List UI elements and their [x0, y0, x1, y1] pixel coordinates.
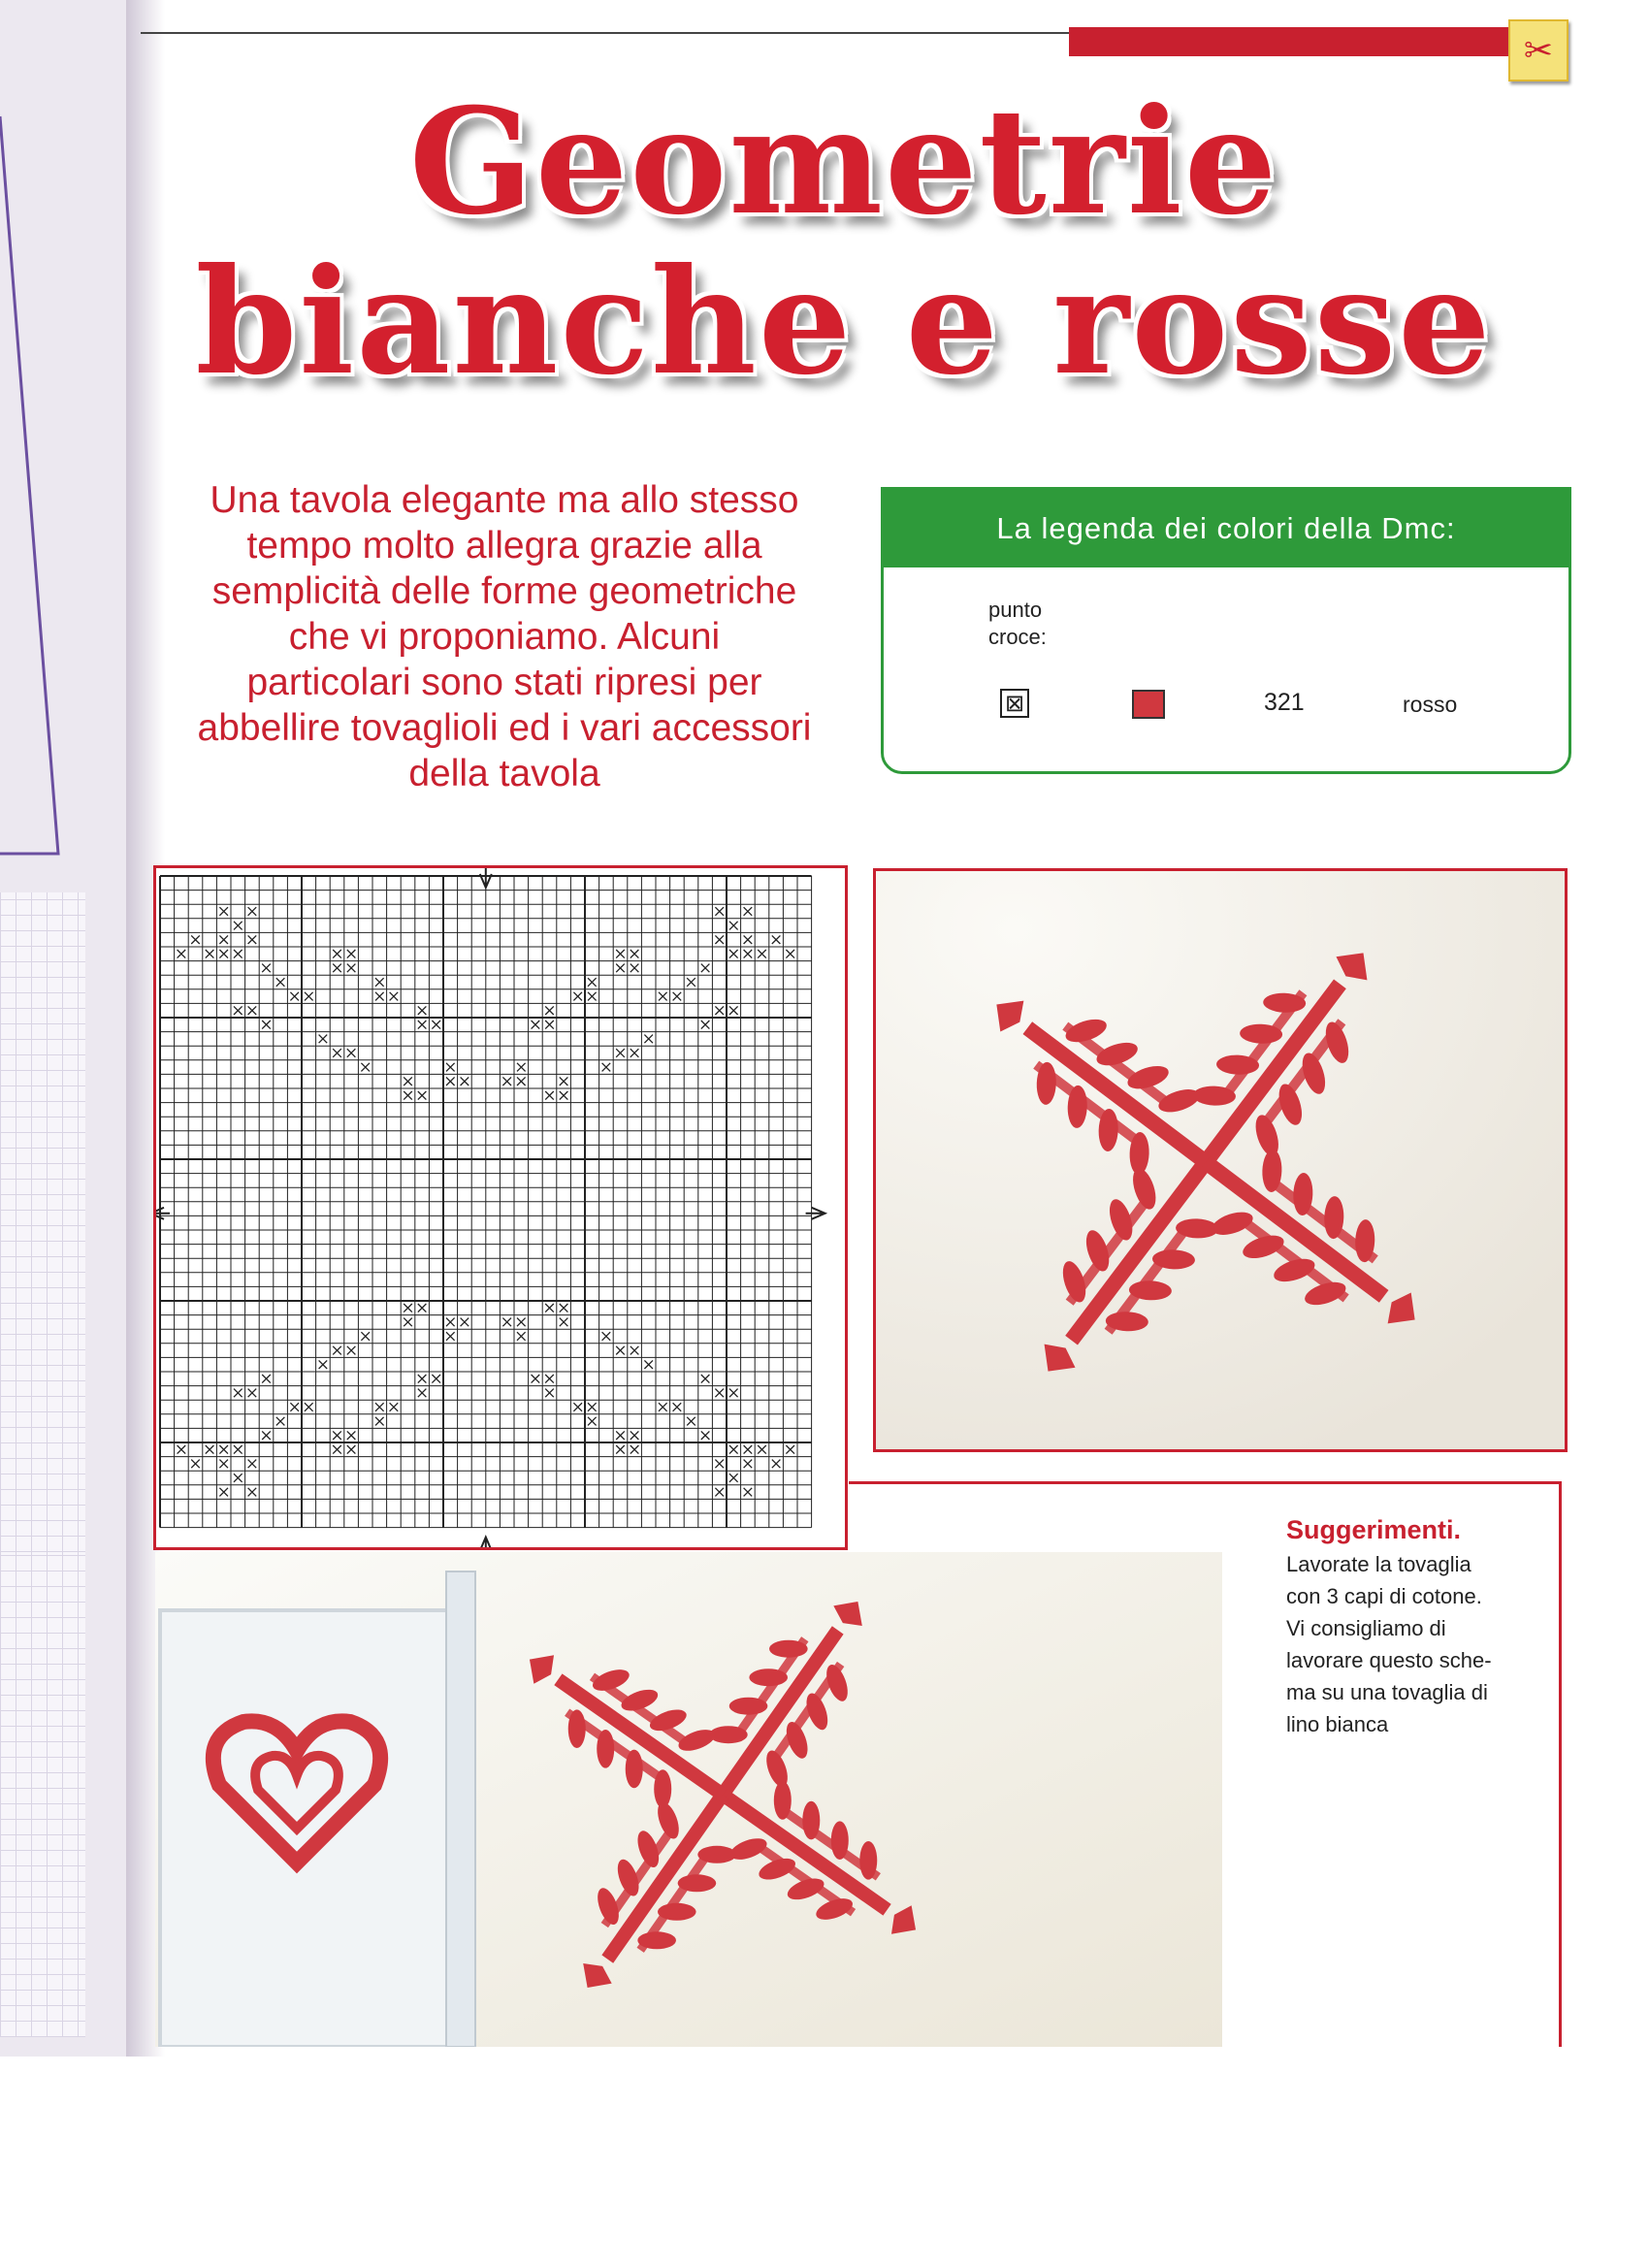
chart-grid — [156, 868, 845, 1547]
legend-color-swatch — [1132, 690, 1165, 719]
previous-page-grid — [0, 892, 85, 1552]
cross-stitch-chart — [153, 865, 848, 1550]
previous-page-grid — [0, 1552, 85, 2037]
needle-thread-icon: ✂ — [1508, 19, 1568, 81]
arrow-icon — [806, 1208, 825, 1219]
legend-stitch-label — [988, 597, 1095, 651]
title-line-2: bianche e rosse — [195, 237, 1493, 407]
legend-stitch-label-line: punto — [988, 598, 1043, 622]
legend-dmc-code: 321 — [1264, 689, 1305, 716]
intro-line: abbellire tovaglioli ed i vari accessori — [197, 707, 812, 749]
tips-body — [1286, 1548, 1548, 1740]
intro-line: che vi proponiamo. Alcuni — [288, 616, 721, 658]
page-title — [194, 77, 1494, 407]
photo-motif-illustration — [876, 871, 1568, 1452]
intro-line: tempo molto allegra grazie alla — [246, 525, 762, 567]
tips-line: ma su una tovaglia di — [1286, 1680, 1488, 1704]
arrow-icon — [156, 1208, 170, 1219]
photo-tablecloth-illustration — [155, 1552, 1222, 2047]
photo-tablecloth-napkin — [155, 1552, 1222, 2047]
tips-line: Lavorate la tovaglia — [1286, 1552, 1471, 1576]
tips-block — [1286, 1511, 1548, 1740]
header-rule — [141, 32, 1111, 34]
intro-line: Una tavola elegante ma allo stesso — [210, 479, 799, 521]
tips-line: con 3 capi di cotone. — [1286, 1584, 1482, 1608]
intro-line: particolari sono stati ripresi per — [246, 662, 762, 703]
color-legend-box — [881, 487, 1571, 774]
header-red-bar — [1069, 27, 1515, 56]
previous-page-edge — [0, 0, 136, 2057]
previous-page-frame — [0, 0, 136, 873]
arrow-icon — [480, 1538, 492, 1547]
tips-line: Vi consigliamo di — [1286, 1616, 1446, 1640]
legend-stitch-label-line: croce: — [988, 625, 1047, 649]
cross-stitch-symbol-icon: ⊠ — [1000, 689, 1029, 718]
legend-heading: La legenda dei colori della Dmc: — [884, 490, 1568, 567]
intro-paragraph — [155, 477, 854, 796]
intro-line: semplicità delle forme geometriche — [211, 570, 797, 612]
legend-color-name: rosso — [1403, 692, 1458, 717]
intro-line: della tavola — [408, 753, 600, 794]
tips-line: lavorare questo sche- — [1286, 1648, 1492, 1672]
tips-heading: Suggerimenti. — [1286, 1515, 1462, 1544]
photo-embroidery-motif — [873, 868, 1568, 1452]
title-line-1: Geometrie — [408, 77, 1279, 247]
tips-line: lino bianca — [1286, 1712, 1389, 1736]
arrow-icon — [480, 868, 492, 888]
